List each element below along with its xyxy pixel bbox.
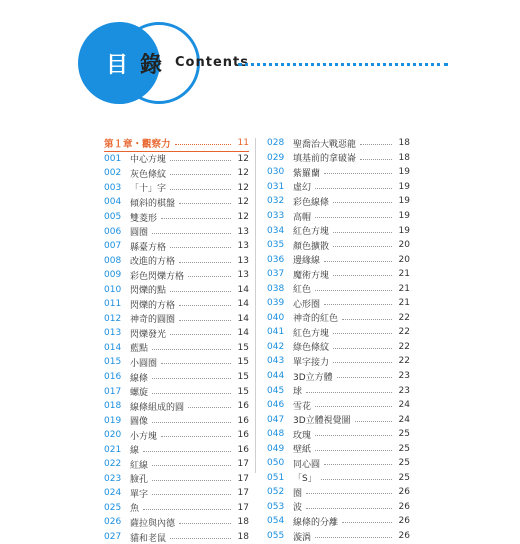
leader-dots (333, 348, 392, 349)
entry-page: 24 (398, 400, 410, 411)
entry-title: 雙菱形 (130, 213, 158, 224)
entry-page: 17 (237, 473, 249, 484)
entry-number: 043 (267, 356, 285, 367)
contents-subtitle: Contents (175, 55, 249, 70)
leader-dots (333, 275, 392, 276)
entry-title: 心形圈 (293, 299, 321, 310)
leader-dots (315, 537, 392, 538)
leader-dots (188, 276, 231, 277)
toc-entry[interactable] (104, 442, 249, 457)
entry-page: 12 (237, 197, 249, 208)
entry-title: 紫羅蘭 (293, 168, 321, 179)
entry-page: 13 (237, 241, 249, 252)
entry-number: 050 (267, 458, 285, 469)
entry-page: 21 (398, 298, 410, 309)
contents-header (0, 0, 520, 110)
leader-dots (333, 362, 392, 363)
entry-title: 線 (130, 446, 140, 457)
entry-title: 神奇的紅色 (293, 314, 339, 325)
entry-page: 25 (398, 443, 410, 454)
leader-dots (179, 203, 231, 204)
entry-title: 薩拉與內德 (130, 518, 176, 529)
entry-title: 線條組成的圓 (130, 402, 185, 413)
leader-dots (360, 159, 392, 160)
entry-title: 閃爍的方格 (130, 300, 176, 311)
toc-entry[interactable] (267, 252, 410, 267)
leader-dots (170, 538, 231, 539)
leader-dots (333, 202, 392, 203)
leader-dots (179, 262, 231, 263)
leader-dots (321, 479, 392, 480)
entry-page: 12 (237, 212, 249, 222)
entry-number: 023 (104, 473, 122, 484)
toc-entry[interactable] (104, 501, 249, 516)
leader-dots (315, 435, 392, 436)
entry-number: 054 (267, 516, 285, 527)
toc-entry[interactable] (104, 384, 249, 399)
toc-entry[interactable] (104, 312, 249, 327)
entry-number: 034 (267, 225, 285, 236)
entry-page: 19 (398, 211, 410, 221)
leader-dots (306, 508, 392, 509)
entry-number: 038 (267, 283, 285, 294)
leader-dots (315, 406, 392, 407)
entry-number: 031 (267, 181, 285, 192)
entry-title: 單字接力 (293, 357, 330, 368)
toc-entry[interactable] (104, 515, 249, 530)
leader-dots (179, 305, 231, 306)
entry-page: 15 (237, 386, 249, 397)
leader-dots (152, 349, 231, 350)
entry-page: 22 (398, 356, 410, 367)
entry-number: 013 (104, 328, 122, 339)
entry-title: 小圓圈 (130, 358, 158, 369)
entry-page: 18 (398, 138, 410, 149)
entry-page: 19 (398, 167, 410, 178)
entry-number: 017 (104, 386, 122, 397)
leader-dots (152, 480, 231, 481)
entry-number: 032 (267, 196, 285, 207)
entry-number: 008 (104, 255, 122, 266)
entry-number: 002 (104, 168, 122, 179)
title-dotted-rule (238, 63, 448, 66)
entry-page: 16 (237, 415, 249, 426)
entry-title: 邊緣線 (293, 256, 321, 267)
entry-number: 011 (104, 299, 122, 310)
leader-dots (170, 247, 231, 248)
entry-title: 臉孔 (130, 475, 149, 486)
entry-page: 25 (398, 472, 410, 483)
entry-number: 029 (267, 152, 285, 163)
entry-number: 016 (104, 372, 122, 383)
entry-page: 22 (398, 312, 410, 323)
toc-column-right (267, 136, 410, 543)
leader-dots (152, 422, 231, 423)
toc-entry[interactable] (267, 136, 410, 151)
toc-entry[interactable] (104, 239, 249, 254)
entry-title: 圖像 (130, 417, 149, 428)
entry-number: 030 (267, 167, 285, 178)
toc-entry[interactable] (104, 268, 249, 283)
entry-number: 049 (267, 443, 285, 454)
entry-page: 25 (398, 429, 410, 440)
entry-number: 055 (267, 531, 285, 542)
entry-number: 015 (104, 357, 122, 368)
entry-number: 051 (267, 472, 285, 483)
entry-number: 004 (104, 197, 122, 208)
toc-entry[interactable] (267, 485, 410, 500)
toc-entry[interactable] (267, 151, 410, 166)
entry-title: 魚 (130, 504, 140, 515)
entry-number: 006 (104, 226, 122, 237)
entry-page: 17 (237, 459, 249, 470)
toc-entry[interactable] (267, 529, 410, 544)
entry-number: 009 (104, 270, 122, 281)
column-divider (255, 138, 256, 473)
entry-page: 15 (237, 357, 249, 368)
toc-entry[interactable] (267, 194, 410, 209)
entry-number: 045 (267, 385, 285, 396)
leader-dots (143, 509, 231, 510)
entry-number: 052 (267, 487, 285, 498)
toc-entry[interactable] (104, 195, 249, 210)
entry-page: 13 (237, 255, 249, 266)
entry-title: 彩色線條 (293, 197, 330, 208)
entry-page: 25 (398, 458, 410, 469)
leader-dots (170, 174, 231, 175)
leader-dots (143, 451, 231, 452)
entry-page: 20 (398, 254, 410, 265)
leader-dots (324, 261, 392, 262)
entry-number: 020 (104, 430, 122, 441)
leader-dots (355, 421, 392, 422)
leader-dots (170, 334, 231, 335)
entry-page: 26 (398, 501, 410, 512)
leader-dots (161, 363, 231, 364)
entry-number: 027 (104, 532, 122, 543)
toc-entry[interactable] (267, 296, 410, 311)
entry-number: 018 (104, 401, 122, 412)
entry-number: 003 (104, 182, 122, 193)
leader-dots (152, 233, 231, 234)
toc-entry[interactable] (267, 281, 410, 296)
entry-page: 22 (398, 327, 410, 338)
toc-entry[interactable] (267, 311, 410, 326)
entry-title: 填基前的拿破崙 (293, 154, 357, 165)
leader-dots (175, 144, 231, 145)
toc-entry[interactable] (104, 399, 249, 414)
toc-entry[interactable] (104, 210, 249, 225)
entry-title: 同心圓 (293, 459, 321, 470)
entry-page: 14 (237, 299, 249, 310)
entry-page: 15 (237, 342, 249, 353)
leader-dots (188, 407, 231, 408)
entry-page: 12 (237, 168, 249, 179)
leader-dots (152, 494, 231, 495)
toc-entry[interactable] (267, 325, 410, 340)
leader-dots (315, 450, 392, 451)
entry-page: 23 (398, 385, 410, 396)
leader-dots (306, 392, 392, 393)
leader-dots (306, 493, 392, 494)
leader-dots (161, 218, 231, 219)
entry-page: 18 (237, 517, 249, 528)
entry-number: 012 (104, 313, 122, 324)
entry-number: 010 (104, 284, 122, 295)
toc-entry[interactable] (104, 370, 249, 385)
leader-dots (360, 144, 392, 145)
entry-page: 16 (237, 444, 249, 455)
entry-number: 021 (104, 444, 122, 455)
leader-dots (342, 319, 392, 320)
entry-page: 14 (237, 284, 249, 295)
leader-dots (152, 378, 231, 379)
entry-title: 灰色條紋 (130, 169, 167, 180)
entry-number: 047 (267, 414, 285, 425)
entry-number: 040 (267, 312, 285, 323)
entry-page: 23 (398, 371, 410, 382)
entry-title: 3D立體視覺圖 (293, 416, 351, 427)
entry-page: 16 (237, 430, 249, 441)
entry-title: 波 (293, 503, 303, 514)
toc-entry[interactable] (267, 209, 410, 224)
entry-title: 閃爍發光 (130, 329, 167, 340)
leader-dots (152, 465, 231, 466)
entry-page: 24 (398, 414, 410, 425)
toc-entry[interactable] (104, 166, 249, 181)
entry-title: 紅色方塊 (293, 227, 330, 238)
entry-title: 閃爍的點 (130, 286, 167, 297)
toc-entry[interactable] (267, 398, 410, 413)
entry-title: 魔術方塊 (293, 270, 330, 281)
leader-dots (333, 246, 392, 247)
entry-title: 線條的分離 (293, 517, 339, 528)
entry-title: 紅線 (130, 460, 149, 471)
entry-title: 壁紙 (293, 445, 312, 456)
entry-title: 縣臺方格 (130, 242, 167, 253)
entry-number: 026 (104, 517, 122, 528)
entry-page: 18 (237, 532, 249, 543)
toc-entry[interactable] (104, 457, 249, 472)
entry-number: 022 (104, 459, 122, 470)
leader-dots (333, 333, 392, 334)
entry-number: 036 (267, 254, 285, 265)
entry-title: 高帽 (293, 212, 312, 223)
entry-title: 傾斜的棋盤 (130, 198, 176, 209)
entry-number: 041 (267, 327, 285, 338)
entry-title: 「S」 (293, 474, 317, 485)
toc-entry[interactable] (104, 282, 249, 297)
entry-title: 線條 (130, 373, 149, 384)
entry-title: 3D立方體 (293, 372, 333, 383)
entry-title: 貓和老鼠 (130, 533, 167, 544)
leader-dots (333, 232, 392, 233)
toc-entry[interactable] (267, 456, 410, 471)
entry-page: 26 (398, 531, 410, 542)
entry-title: 雪花 (293, 401, 312, 412)
entry-page: 21 (398, 269, 410, 280)
toc-entry[interactable] (267, 514, 410, 529)
toc-entry[interactable] (267, 340, 410, 355)
toc-entry[interactable] (104, 355, 249, 370)
entry-title: 紅色方塊 (293, 328, 330, 339)
chapter-page: 11 (237, 138, 249, 149)
entry-page: 12 (237, 182, 249, 193)
toc-entry[interactable] (267, 412, 410, 427)
entry-page: 22 (398, 341, 410, 352)
entry-page: 12 (237, 153, 249, 164)
leader-dots (315, 188, 392, 189)
entry-page: 26 (398, 516, 410, 527)
entry-number: 005 (104, 212, 122, 222)
toc-entry[interactable] (267, 500, 410, 515)
leader-dots (161, 436, 231, 437)
entry-page: 17 (237, 488, 249, 499)
entry-page: 14 (237, 313, 249, 324)
entry-title: 顏色擴散 (293, 241, 330, 252)
leader-dots (315, 290, 392, 291)
entry-number: 046 (267, 400, 285, 411)
entry-page: 26 (398, 487, 410, 498)
toc-entry[interactable] (104, 341, 249, 356)
entry-number: 042 (267, 341, 285, 352)
entry-number: 019 (104, 415, 122, 426)
chapter-title: 第１章・觀察力 (104, 139, 171, 151)
entry-title: 圈 (293, 488, 303, 499)
entry-number: 033 (267, 211, 285, 221)
entry-number: 024 (104, 488, 122, 499)
toc-entry[interactable] (104, 181, 249, 196)
toc-entry[interactable] (267, 471, 410, 486)
entry-page: 19 (398, 196, 410, 207)
leader-dots (324, 173, 392, 174)
title-char-2: 錄 (140, 53, 163, 78)
toc-entry[interactable] (104, 472, 249, 487)
entry-page: 13 (237, 270, 249, 281)
entry-title: 圓圈 (130, 228, 149, 239)
entry-number: 025 (104, 502, 122, 513)
entry-page: 18 (398, 152, 410, 163)
entry-title: 玫瑰 (293, 430, 312, 441)
toc-entry[interactable] (267, 441, 410, 456)
leader-dots (179, 523, 231, 524)
entry-number: 053 (267, 501, 285, 512)
entry-title: 中心方塊 (130, 155, 167, 166)
toc-entry[interactable] (267, 354, 410, 369)
leader-dots (315, 217, 392, 218)
chapter-heading-row[interactable] (104, 136, 249, 152)
entry-page: 21 (398, 283, 410, 294)
entry-number: 039 (267, 298, 285, 309)
toc-column-left (104, 136, 249, 544)
entry-title: 神奇的圓圈 (130, 315, 176, 326)
entry-title: 球 (293, 387, 303, 398)
leader-dots (342, 522, 392, 523)
toc-entry[interactable] (104, 530, 249, 544)
entry-number: 014 (104, 342, 122, 353)
entry-page: 14 (237, 328, 249, 339)
entry-number: 007 (104, 241, 122, 252)
leader-dots (170, 189, 231, 190)
toc-entry[interactable] (267, 223, 410, 238)
leader-dots (152, 393, 231, 394)
leader-dots (324, 464, 392, 465)
leader-dots (337, 377, 392, 378)
leader-dots (179, 320, 231, 321)
toc-entry[interactable] (104, 224, 249, 239)
toc-entry[interactable] (267, 383, 410, 398)
toc-entry[interactable] (267, 427, 410, 442)
entry-page: 15 (237, 372, 249, 383)
entry-title: 螺旋 (130, 388, 149, 399)
entry-page: 13 (237, 226, 249, 237)
entry-title: 虛幻 (293, 183, 312, 194)
leader-dots (324, 304, 392, 305)
leader-dots (170, 291, 231, 292)
entry-title: 改進的方格 (130, 257, 176, 268)
entry-title: 「十」字 (130, 184, 167, 195)
entry-page: 17 (237, 502, 249, 513)
entry-title: 藍點 (130, 344, 149, 355)
toc-entry[interactable] (104, 486, 249, 501)
toc-entry[interactable] (267, 165, 410, 180)
entry-page: 19 (398, 181, 410, 192)
entry-number: 035 (267, 240, 285, 251)
toc-entry[interactable] (104, 413, 249, 428)
entry-number: 028 (267, 138, 285, 149)
leader-dots (170, 160, 231, 161)
toc-entry[interactable] (104, 428, 249, 443)
entry-title: 綠色條紋 (293, 343, 330, 354)
entry-number: 001 (104, 153, 122, 164)
toc-entry[interactable] (267, 369, 410, 384)
entry-page: 19 (398, 225, 410, 236)
entry-title: 彩色閃爍方格 (130, 271, 185, 282)
toc-entry[interactable] (267, 267, 410, 282)
toc-entry[interactable] (267, 238, 410, 253)
entry-number: 037 (267, 269, 285, 280)
toc-entry[interactable] (104, 326, 249, 341)
toc-entry[interactable] (104, 253, 249, 268)
entry-title: 小方塊 (130, 431, 158, 442)
toc-entry[interactable] (104, 152, 249, 167)
toc-entry[interactable] (267, 180, 410, 195)
entry-title: 漩渦 (293, 532, 312, 543)
entry-page: 16 (237, 401, 249, 412)
entry-number: 044 (267, 371, 285, 382)
entry-page: 20 (398, 240, 410, 251)
entry-number: 048 (267, 429, 285, 440)
entry-title: 單字 (130, 489, 149, 500)
entry-title: 聖喬治大戰惡龍 (293, 139, 357, 150)
toc-entry[interactable] (104, 297, 249, 312)
entry-title: 紅色 (293, 285, 312, 296)
title-char-1: 目 (106, 53, 129, 78)
